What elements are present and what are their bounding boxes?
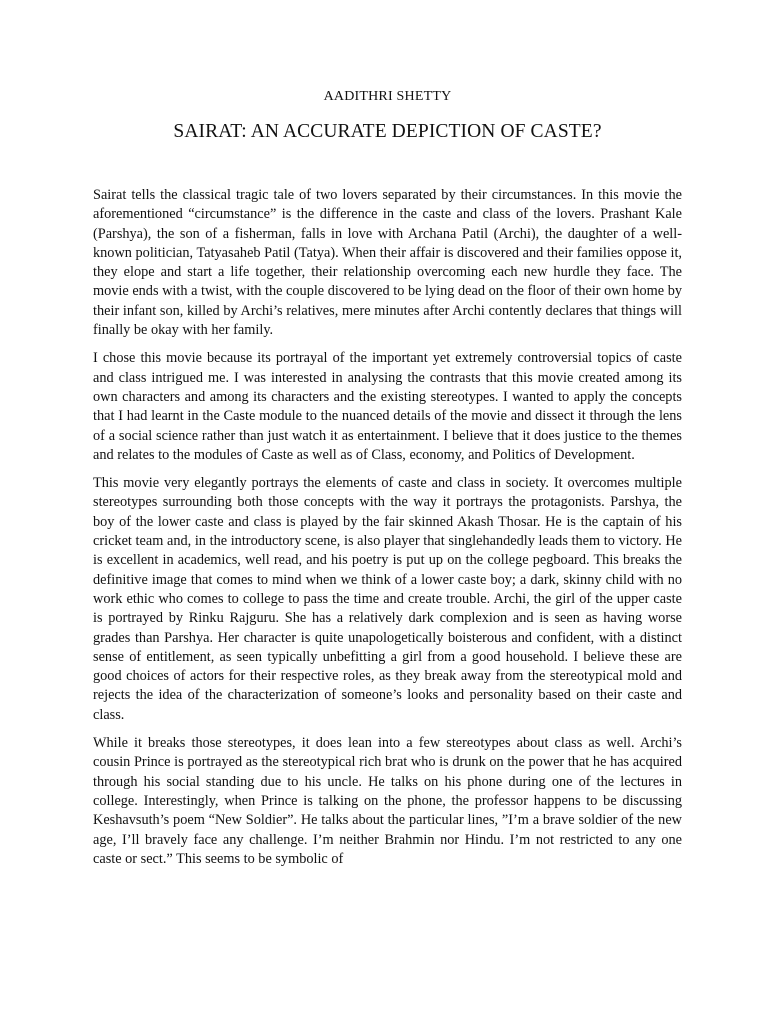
document-title: SAIRAT: AN ACCURATE DEPICTION OF CASTE?	[173, 121, 602, 142]
author-name: AADITHRI SHETTY	[323, 89, 452, 104]
paragraph-4: While it breaks those stereotypes, it does lean into a few stereotypes about class as well. Archi’s cousin Prince is portrayed as the stereotypical rich brat who is drunk on the power that he has acquired through his social standing due to his uncle. He talks on his phone during one of the lectures in college. Interestingly, when Prince is talking on the phone, the professor happens to be discussing Keshavsuth’s poem “New Soldier”. He talks about the particular lines, ”I’m a brave soldier of the new age, I’ll bravely face any challenge. I’m neither Brahmin nor Hindu. I’m not restricted to any one caste or sect.” This seems to be symbolic of	[93, 735, 682, 867]
paragraph-3: This movie very elegantly portrays the elements of caste and class in society. It overcomes multiple stereotypes surrounding both those concepts with the way it portrays the protagonists. Parshya, the boy of the lower caste and class is played by the fair skinned Akash Thosar. He is the captain of his cricket team and, in the introductory scene, is also player that singlehandedly leads them to victory. He is excellent in academics, well read, and his poetry is put up on the college pegboard. This breaks the definitive image that comes to mind when we think of a lower caste boy; a dark, skinny child with no work ethic who comes to college to pass the time and create trouble. Archi, the girl of the upper caste is portrayed by Rinku Rajguru. She has a relatively dark complexion and is seen as having worse grades than Parshya. Her character is quite unapologetically boisterous and confident, with a distinct sense of entitlement, as seen typically unbefitting a girl from a good household. I believe these are good choices of actors for their respective roles, as they break away from the stereotypical mold and rejects the idea of the characterization of someone’s looks and personality based on their caste and class.	[93, 475, 682, 723]
paragraph-1: Sairat tells the classical tragic tale of two lovers separated by their circumstances. In this movie the aforementioned “circumstance” is the difference in the caste and class of the lovers. Prashant Kale (Parshya), the son of a fisherman, falls in love with Archana Patil (Archi), the daughter of a well-known politician, Tatyasaheb Patil (Tatya). When their affair is discovered and their families oppose it, they elope and start a life together, their relationship overcoming each new hurdle they face. The movie ends with a twist, with the couple discovered to be lying dead on the floor of their own home by their infant son, killed by Archi’s relatives, mere minutes after Archi contently declares that things will finally be okay with her family.	[93, 187, 682, 339]
document-body	[93, 186, 682, 869]
paragraph-2: I chose this movie because its portrayal of the important yet extremely controversial topics of caste and class intrigued me. I was interested in analysing the contrasts that this movie created among its own characters and among its characters and the existing stereotypes. I wanted to apply the concepts that I had learnt in the Caste module to the nuanced details of the movie and dissect it through the lens of a social science rather than just watch it as entertainment. I believe that it does justice to the themes and relates to the modules of Caste as well as of Class, economy, and Politics of Development.	[93, 350, 682, 463]
